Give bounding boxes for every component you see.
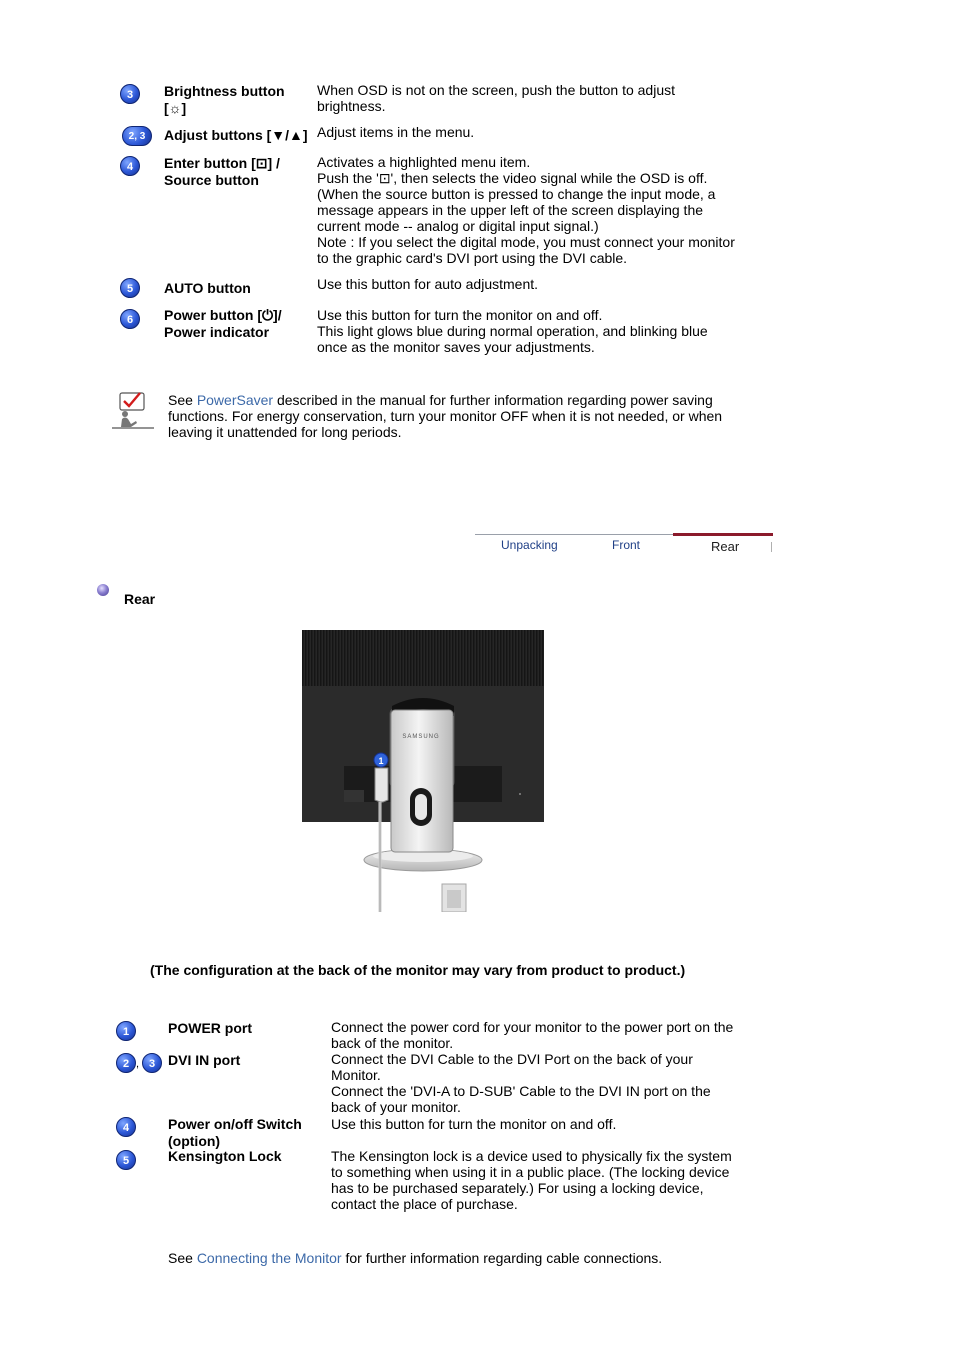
power-switch-label: Power on/off Switch (option) — [168, 1116, 302, 1149]
brightness-button-label: Brightness button [☼] — [164, 83, 285, 116]
power-button-label: Power button [⏻]/ Power indicator — [164, 307, 282, 340]
nav-active-accent — [673, 533, 773, 536]
monitor-rear-image — [302, 630, 544, 912]
section-title: Rear — [124, 591, 156, 607]
power-port-desc: Connect the power cord for your monitor to the power port on the back of the monitor. — [331, 1019, 734, 1051]
note-checkmark-icon — [112, 391, 156, 429]
badge-5: 5 — [120, 278, 140, 298]
badge-4: 4 — [120, 156, 140, 176]
configuration-caption: (The configuration at the back of the monitor may vary from product to product.) — [150, 962, 686, 978]
auto-button-label: AUTO button — [164, 280, 251, 296]
badge-2-3: 2, 3 — [122, 126, 152, 146]
tab-rear[interactable]: Rear — [711, 539, 740, 554]
enter-button-desc: Activates a highlighted menu item. Push the '⊡', then selects the video signal while the OSD is off. (When the source button is pressed to change the input mode, a message appears in the upper left of the screen displaying the current mode -- analog or digital input signal.) Note : If you select the digital mode, you must connect your monitor to the graphic card's DVI port using the DVI cable. — [317, 154, 735, 266]
dvi-in-port-desc: Connect the DVI Cable to the DVI Port on the back of your Monitor. Connect the 'DVI-A to D-SUB' Cable to the DVI IN port on the back of your monitor. — [331, 1051, 711, 1115]
badge-3: 3 — [120, 84, 140, 104]
tab-front[interactable]: Front — [612, 538, 641, 552]
badge-separator: , — [136, 1058, 140, 1070]
badge-4-rear: 4 — [116, 1117, 136, 1137]
badge-2: 2 — [116, 1053, 136, 1073]
auto-button-desc: Use this button for auto adjustment. — [317, 276, 539, 292]
badge-1: 1 — [116, 1021, 136, 1041]
nav-end-tick — [771, 542, 772, 552]
enter-button-label: Enter button [⊡] / Source button — [164, 155, 280, 188]
note-text: See PowerSaver described in the manual for further information regarding power saving functions. For energy conservation, turn your monitor OFF when it is not needed, or when leaving it unattended for long periods. — [168, 392, 723, 440]
adjust-buttons-desc: Adjust items in the menu. — [317, 124, 475, 140]
power-button-desc: Use this button for turn the monitor on and off. This light glows blue during normal operation, and blinking blue once as the monitor saves your adjustments. — [317, 307, 708, 355]
kensington-lock-desc: The Kensington lock is a device used to physically fix the system to something when using it in a public place. (The locking device has to be purchased separately.) For using a locking device, contact the place of purchase. — [331, 1148, 732, 1212]
badge-5-rear: 5 — [116, 1150, 136, 1170]
callout-1: 1 — [378, 756, 384, 766]
kensington-lock-label: Kensington Lock — [168, 1148, 282, 1164]
tab-unpacking[interactable]: Unpacking — [501, 538, 558, 552]
nav-top-line — [475, 534, 673, 535]
badge-3-rear: 3 — [142, 1053, 162, 1073]
powersaver-link[interactable]: PowerSaver — [196, 392, 274, 408]
badge-6: 6 — [120, 309, 140, 329]
bullet-icon — [97, 584, 109, 596]
footer-text: See Connecting the Monitor for further information regarding cable connections. — [168, 1250, 663, 1266]
connecting-monitor-link[interactable]: Connecting the Monitor — [196, 1250, 342, 1266]
brand-logo: SAMSUNG — [402, 734, 440, 740]
brightness-button-desc: When OSD is not on the screen, push the button to adjust brightness. — [317, 82, 675, 114]
power-switch-desc: Use this button for turn the monitor on and off. — [331, 1116, 617, 1132]
power-port-label: POWER port — [168, 1020, 252, 1036]
adjust-buttons-label: Adjust buttons [▼/▲] — [164, 127, 308, 143]
dvi-in-port-label: DVI IN port — [168, 1052, 241, 1068]
